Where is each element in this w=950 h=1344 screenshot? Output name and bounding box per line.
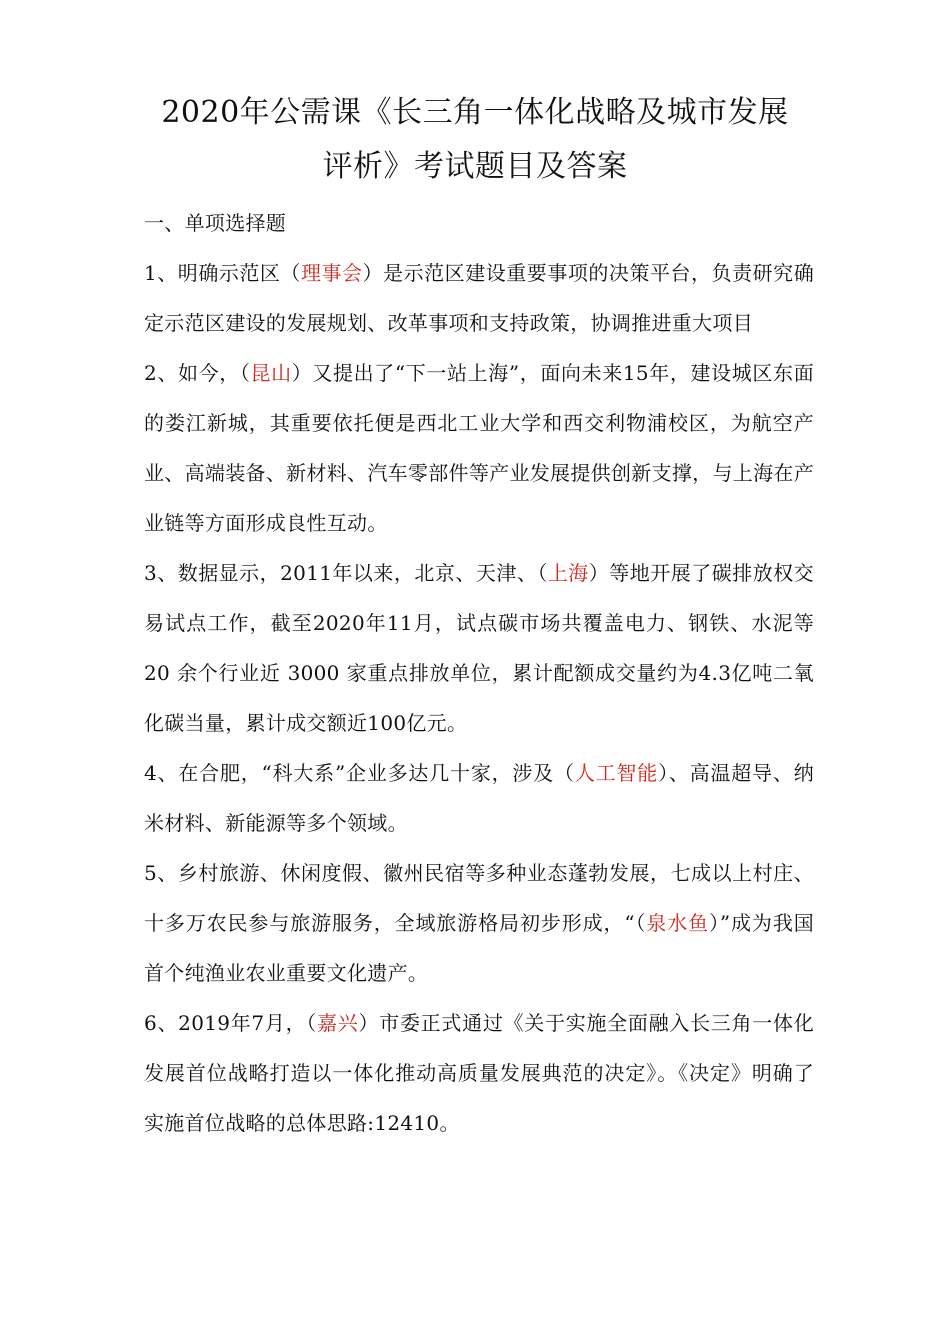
question-4-answer: 人工智能 xyxy=(574,761,659,785)
question-5-text-after: ）”成为我国首个纯渔业农业重要文化遗产。 xyxy=(144,911,815,985)
question-5-answer: 泉水鱼 xyxy=(646,911,710,935)
question-3 xyxy=(144,548,814,748)
title-line-2: 评析》考试题目及答案 xyxy=(322,149,628,184)
question-2-text-after: ）又提出了“下一站上海”，面向未来15年，建设城区东面的娄江新城，其重要依托便是西北工业大学和西交利物浦校区，为航空产业、高端装备、新材料、汽车零部件等产业发展提供创新支撑，与上海在产业链等方面形成良性互动。 xyxy=(144,361,814,535)
question-5 xyxy=(144,848,814,998)
question-6-text-before: 6、2019年7月，（ xyxy=(144,1011,318,1035)
question-6 xyxy=(144,998,814,1148)
question-1-text-after: ）是示范区建设重要事项的决策平台，负责研究确定示范区建设的发展规划、改革事项和支持政策，协调推进重大项目 xyxy=(144,261,814,335)
document-body xyxy=(144,198,814,1148)
question-2-text-before: 2、如今，（ xyxy=(144,361,251,385)
question-4-text-after: ）、高温超导、纳米材料、新能源等多个领域。 xyxy=(144,761,815,835)
question-2-answer: 昆山 xyxy=(250,361,292,385)
question-1-text-before: 1、明确示范区（ xyxy=(144,261,301,285)
question-6-text-after: ）市委正式通过《关于实施全面融入长三角一体化发展首位战略打造以一体化推动高质量发展典范的决定》。《决定》明确了实施首位战略的总体思路:12410。 xyxy=(144,1011,814,1135)
title-line-1: 2020年公需课《长三角一体化战略及城市发展 xyxy=(161,95,789,130)
question-4-text-before: 4、在合肥，“科大系”企业多达几十家，涉及（ xyxy=(144,761,575,785)
question-3-text-before: 3、数据显示，2011年以来，北京、天津、（ xyxy=(144,561,548,585)
question-1 xyxy=(144,248,814,348)
question-3-text-after: ）等地开展了碳排放权交易试点工作，截至2020年11月，试点碳市场共覆盖电力、钢铁、水泥等 20 余个行业近 3000 家重点排放单位，累计配额成交量约为4.3亿吨二氧化碳当量，累计成交额近100亿元。 xyxy=(144,561,814,735)
question-2 xyxy=(144,348,814,548)
question-4 xyxy=(144,748,814,848)
section-heading: 一、单项选择题 xyxy=(144,211,287,235)
document-title xyxy=(100,86,850,194)
question-3-answer: 上海 xyxy=(547,561,589,585)
question-5-text-before: 5、乡村旅游、休闲度假、徽州民宿等多种业态蓬勃发展，七成以上村庄、十多万农民参与旅游服务，全域旅游格局初步形成，“（ xyxy=(144,861,814,935)
question-1-answer: 理事会 xyxy=(300,261,363,285)
question-6-answer: 嘉兴 xyxy=(317,1011,359,1035)
